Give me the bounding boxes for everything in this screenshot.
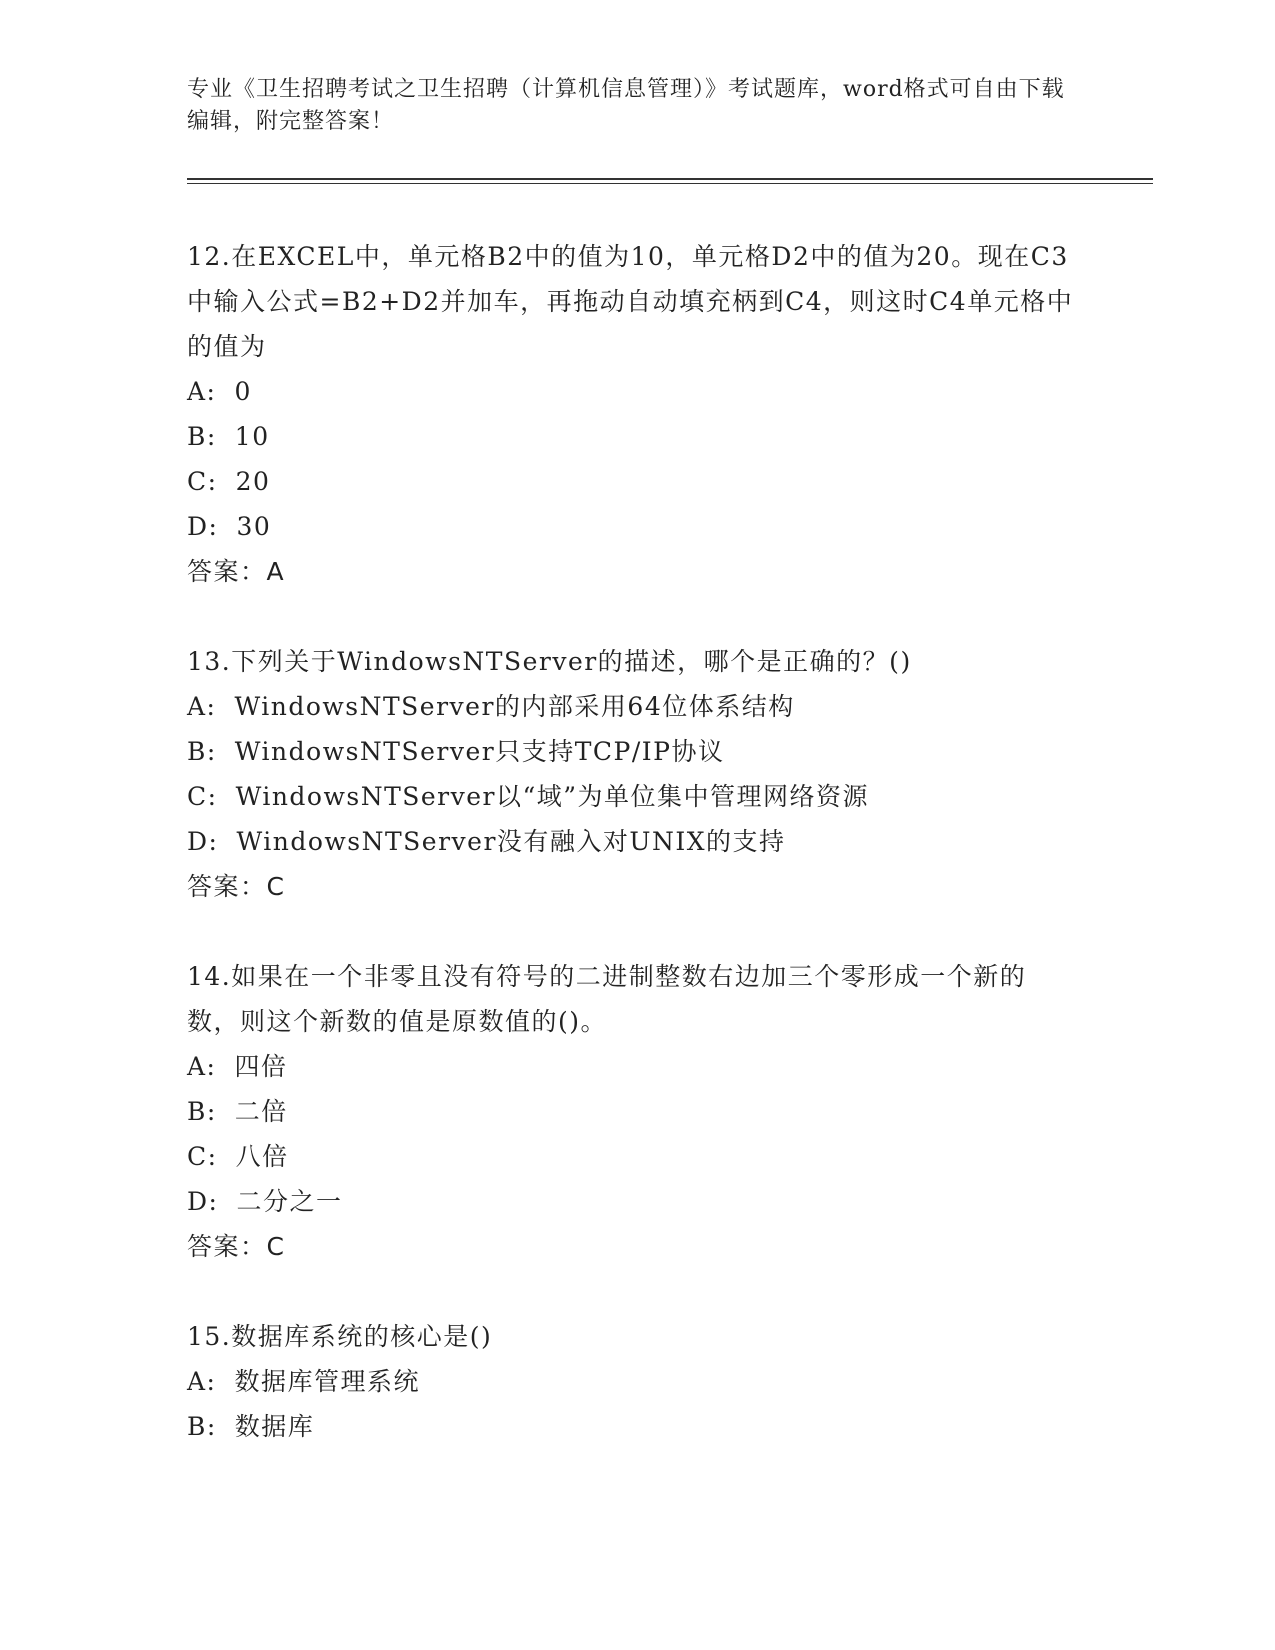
option-d: D: 30 bbox=[187, 512, 272, 541]
question-15 bbox=[187, 1314, 1077, 1449]
option-c: C: 八倍 bbox=[187, 1142, 289, 1171]
option-c: C: 20 bbox=[187, 467, 271, 496]
option-b: B: 10 bbox=[187, 422, 270, 451]
option-a: A: 数据库管理系统 bbox=[187, 1367, 420, 1396]
option-a: A: 四倍 bbox=[187, 1052, 288, 1081]
option-b: B: WindowsNTServer只支持TCP/IP协议 bbox=[187, 737, 725, 766]
option-a: A: WindowsNTServer的内部采用64位体系结构 bbox=[187, 692, 795, 721]
answer: 答案：C bbox=[187, 872, 286, 901]
question-stem: 15.数据库系统的核心是() bbox=[187, 1322, 493, 1351]
document-header bbox=[187, 74, 1067, 138]
option-c: C: WindowsNTServer以“域”为单位集中管理网络资源 bbox=[187, 782, 870, 811]
option-a: A: 0 bbox=[187, 377, 252, 406]
option-d: D: WindowsNTServer没有融入对UNIX的支持 bbox=[187, 827, 786, 856]
question-stem: 13.下列关于WindowsNTServer的描述，哪个是正确的？() bbox=[187, 647, 912, 676]
question-stem: 14.如果在一个非零且没有符号的二进制整数右边加三个零形成一个新的数，则这个新数的值是原数值的()。 bbox=[187, 962, 1027, 1036]
header-rule-thick bbox=[187, 178, 1153, 180]
option-b: B: 数据库 bbox=[187, 1412, 315, 1441]
answer: 答案：C bbox=[187, 1232, 286, 1261]
question-14 bbox=[187, 954, 1077, 1269]
question-13 bbox=[187, 639, 1077, 909]
question-stem: 12.在EXCEL中，单元格B2中的值为10，单元格D2中的值为20。现在C3中输入公式=B2+D2并加车，再拖动自动填充柄到C4，则这时C4单元格中的值为 bbox=[187, 242, 1074, 361]
header-text: 专业《卫生招聘考试之卫生招聘（计算机信息管理）》考试题库，word格式可自由下载编辑，附完整答案！ bbox=[187, 77, 1065, 134]
header-rule-thin bbox=[187, 183, 1153, 184]
answer: 答案：A bbox=[187, 557, 286, 586]
question-12 bbox=[187, 234, 1077, 594]
question-list bbox=[187, 234, 1077, 1494]
option-b: B: 二倍 bbox=[187, 1097, 288, 1126]
option-d: D: 二分之一 bbox=[187, 1187, 343, 1216]
